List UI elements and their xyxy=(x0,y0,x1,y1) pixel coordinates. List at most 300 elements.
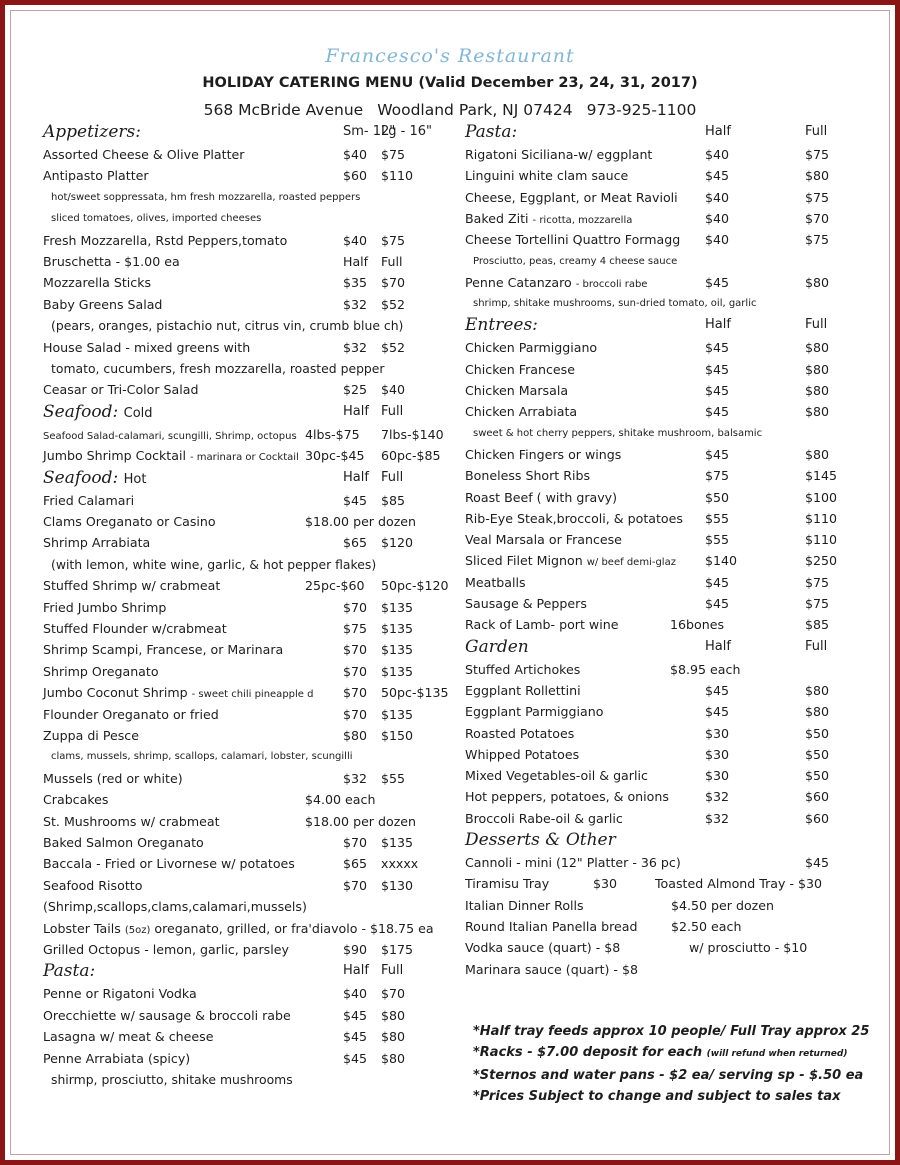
price-half: Half xyxy=(705,124,731,139)
price-half: $32 xyxy=(343,296,368,312)
item-name: Tiramisu Tray xyxy=(465,876,550,892)
item-name: Linguini white clam sauce xyxy=(465,168,629,184)
price-half: $60 xyxy=(343,168,368,184)
menu-row xyxy=(43,294,453,316)
menu-row xyxy=(43,682,453,704)
price-half: $70 xyxy=(343,663,368,679)
menu-row xyxy=(43,618,453,640)
item-name: Baked Ziti xyxy=(465,210,529,226)
price-half: $65 xyxy=(343,535,368,551)
menu-row xyxy=(465,723,845,745)
price-full: $100 xyxy=(805,489,838,505)
price-half: $45 xyxy=(343,1029,368,1045)
price-full: Full xyxy=(381,963,404,979)
item-name: clams, mussels, shrimp, scallops, calamari, lobster, scungilli xyxy=(51,751,353,763)
menu-row xyxy=(43,208,453,230)
price-half: $45 xyxy=(705,274,730,290)
menu-row xyxy=(43,832,453,854)
section-heading xyxy=(43,960,453,982)
item-description: - broccoli rabe xyxy=(575,278,648,290)
section-title: Seafood: xyxy=(43,401,119,422)
price-full: $52 xyxy=(381,339,406,355)
price-half: $2.50 each xyxy=(671,918,742,934)
price-half: $55 xyxy=(705,510,730,526)
price-half: $70 xyxy=(343,599,368,615)
price-half: $8.95 each xyxy=(670,661,741,677)
menu-row xyxy=(43,379,453,401)
item-name: Chicken Arrabiata xyxy=(465,404,578,420)
section-title: Appetizers: xyxy=(43,122,141,142)
menu-row xyxy=(43,875,453,897)
price-half: $45 xyxy=(705,383,730,398)
price-full: $135 xyxy=(381,599,414,615)
price-half: $18.00 per dozen xyxy=(305,514,417,529)
price-full: $80 xyxy=(805,682,830,698)
section-subtitle: Cold xyxy=(123,405,153,421)
item-name: Baked Salmon Oreganato xyxy=(43,835,204,850)
phone-number: 973-925-1100 xyxy=(586,101,697,119)
price-half: $45 xyxy=(705,704,730,720)
price-half: $32 xyxy=(705,810,730,826)
item-name: Round Italian Panella bread xyxy=(465,918,638,934)
item-name: Shrimp Scampi, Francese, or Marinara xyxy=(43,642,284,658)
item-extra: w/ prosciutto - $10 xyxy=(689,940,808,956)
price-half: $32 xyxy=(343,339,368,355)
item-name: Assorted Cheese & Olive Platter xyxy=(43,147,245,162)
price-full: Lg - 16" xyxy=(381,124,432,139)
menu-title: HOLIDAY CATERING MENU (Valid December 23, 24, 31, 2017) xyxy=(202,75,698,91)
item-name: Seafood Risotto xyxy=(43,877,143,893)
price-full: $135 xyxy=(381,835,414,850)
price-full: $80 xyxy=(805,446,830,462)
item-name: Lobster Tails xyxy=(43,920,121,936)
item-name: sweet & hot cherry peppers, shitake mushroom, balsamic xyxy=(473,427,763,439)
price-half: $32 xyxy=(343,770,368,786)
section-title: Pasta: xyxy=(465,122,518,142)
price-half: $40 xyxy=(705,189,730,205)
price-half: $45 xyxy=(705,682,730,698)
menu-row xyxy=(465,808,845,830)
item-name: Veal Marsala or Francese xyxy=(465,532,622,548)
menu-row xyxy=(465,380,845,402)
menu-row xyxy=(43,1026,453,1048)
menu-row xyxy=(465,659,845,681)
price-full: $85 xyxy=(805,617,830,633)
menu-row xyxy=(43,532,453,554)
item-name: Antipasto Platter xyxy=(43,168,149,184)
menu-row xyxy=(465,272,845,294)
item-name: Baccala - Fried or Livornese w/ potatoes xyxy=(43,856,295,872)
item-name: Mixed Vegetables-oil & garlic xyxy=(465,768,648,784)
section-title: Seafood: xyxy=(43,467,119,488)
price-half: $70 xyxy=(343,706,368,722)
section-heading xyxy=(43,121,453,143)
price-full: $110 xyxy=(381,168,414,184)
price-full: $50 xyxy=(805,768,830,784)
item-name: hot/sweet soppressata, hm fresh mozzarella, roasted peppers xyxy=(51,191,361,203)
price-full: $75 xyxy=(805,189,830,205)
item-name: Hot peppers, potatoes, & onions xyxy=(465,789,669,805)
menu-row xyxy=(465,895,845,917)
menu-row xyxy=(43,490,453,512)
item-name: Lasagna w/ meat & cheese xyxy=(43,1029,214,1045)
price-half: Half xyxy=(343,403,369,419)
price-full: $135 xyxy=(381,663,414,679)
menu-row xyxy=(465,508,845,530)
menu-row xyxy=(43,251,453,273)
price-full: Full xyxy=(805,638,828,654)
menu-row xyxy=(43,746,453,768)
price-half: $75 xyxy=(705,468,730,484)
menu-row xyxy=(465,786,845,808)
menu-row xyxy=(43,639,453,661)
item-name: Ceasar or Tri-Color Salad xyxy=(43,382,199,398)
price-half: $18.00 per dozen xyxy=(305,813,417,829)
menu-row xyxy=(43,187,453,209)
section-heading xyxy=(465,314,845,336)
section-heading xyxy=(43,401,453,423)
item-name: Grilled Octopus - lemon, garlic, parsley xyxy=(43,942,289,957)
item-description: w/ beef demi-glaz xyxy=(586,557,676,569)
menu-row xyxy=(43,144,453,166)
menu-row xyxy=(465,550,845,572)
price-half: $40 xyxy=(343,147,368,162)
item-extra: oreganato, grilled, or fra'diavolo - $18.75 ea xyxy=(154,920,434,936)
price-full: $110 xyxy=(805,532,838,548)
item-name: shrimp, shitake mushrooms, sun-dried tomato, oil, garlic xyxy=(473,298,757,310)
footnote-prices: *Prices Subject to change and subject to sales tax xyxy=(473,1089,841,1104)
item-name: Marinara sauce (quart) - $8 xyxy=(465,961,639,977)
item-name: Jumbo Shrimp Cocktail xyxy=(43,448,186,464)
street-address: 568 McBride Avenue xyxy=(203,101,364,119)
menu-row xyxy=(465,423,845,445)
menu-row xyxy=(43,1048,453,1070)
section-heading xyxy=(43,467,453,489)
price-half: Sm- 12" xyxy=(343,124,396,139)
menu-row xyxy=(43,358,453,380)
footnote-sternos: *Sternos and water pans - $2 ea/ serving sp - $.50 ea xyxy=(473,1068,864,1083)
menu-row xyxy=(43,704,453,726)
footnote-racks: *Racks - $7.00 deposit for each (will refund when returned) xyxy=(473,1045,848,1060)
price-full: $75 xyxy=(381,147,406,162)
menu-row xyxy=(43,445,453,467)
menu-row xyxy=(465,916,845,938)
item-name: Boneless Short Ribs xyxy=(465,468,591,484)
price-full: 50pc-$120 xyxy=(381,578,449,594)
price-full: $52 xyxy=(381,296,406,312)
price-half: $45 xyxy=(705,340,730,356)
price-half: Half xyxy=(343,963,369,979)
item-name: Stuffed Flounder w/crabmeat xyxy=(43,621,227,636)
menu-row xyxy=(43,853,453,875)
menu-row xyxy=(43,725,453,747)
menu-row xyxy=(465,465,845,487)
section-title: Entrees: xyxy=(465,315,538,336)
price-full: $75 xyxy=(381,232,406,248)
menu-row xyxy=(465,359,845,381)
price-half: $45 xyxy=(343,1050,368,1066)
price-half: $45 xyxy=(705,404,730,420)
price-half: $45 xyxy=(705,168,730,184)
item-name: Cheese Tortellini Quattro Formagg xyxy=(465,232,681,248)
price-full: $50 xyxy=(805,725,830,741)
item-name: Chicken Marsala xyxy=(465,383,569,398)
item-name: Eggplant Parmiggiano xyxy=(465,704,604,720)
price-full: $120 xyxy=(381,535,414,551)
item-name: Roasted Potatoes xyxy=(465,725,575,741)
menu-row xyxy=(43,918,453,940)
item-name: Mussels (red or white) xyxy=(43,770,183,786)
item-name: Crabcakes xyxy=(43,792,109,808)
item-name: Bruschetta - $1.00 ea xyxy=(43,254,180,269)
price-half: 4lbs-$75 xyxy=(305,426,360,442)
item-name: Rib-Eye Steak,broccoli, & potatoes xyxy=(465,510,683,526)
menu-row xyxy=(43,768,453,790)
item-name: Sausage & Peppers xyxy=(465,596,587,611)
price-half: $45 xyxy=(343,492,368,508)
price-full: Full xyxy=(381,403,404,419)
price-full: $75 xyxy=(805,574,830,590)
menu-row xyxy=(43,230,453,252)
item-name: Chicken Fingers or wings xyxy=(465,446,622,462)
item-name: Flounder Oreganato or fried xyxy=(43,706,219,722)
item-name: Chicken Francese xyxy=(465,361,575,377)
price-full: $110 xyxy=(805,510,838,526)
price-half: $70 xyxy=(343,685,368,701)
menu-row xyxy=(465,937,845,959)
item-description: - sweet chili pineapple d xyxy=(191,689,314,701)
item-name: Rigatoni Siciliana-w/ eggplant xyxy=(465,147,653,162)
item-name: Sliced Filet Mignon xyxy=(465,553,583,569)
price-half: $45 xyxy=(705,361,730,377)
item-name: Penne Arrabiata (spicy) xyxy=(43,1050,191,1066)
price-half: 16bones xyxy=(670,617,725,633)
item-name: Whipped Potatoes xyxy=(465,746,580,762)
price-full: $75 xyxy=(805,232,830,248)
item-name: Broccoli Rabe-oil & garlic xyxy=(465,810,623,826)
item-name: Mozzarella Sticks xyxy=(43,275,152,291)
price-half: $65 xyxy=(343,856,368,872)
menu-row xyxy=(43,789,453,811)
price-half: Half xyxy=(343,469,369,485)
menu-row xyxy=(43,575,453,597)
menu-row xyxy=(465,401,845,423)
menu-row xyxy=(465,208,845,230)
menu-row xyxy=(43,661,453,683)
price-full: $80 xyxy=(805,340,830,356)
price-full: 7lbs-$140 xyxy=(381,426,444,442)
price-half: $40 xyxy=(705,232,730,248)
item-name: Jumbo Coconut Shrimp xyxy=(43,685,188,701)
price-full: $85 xyxy=(381,492,406,508)
price-half: $40 xyxy=(705,147,730,162)
item-name: Prosciutto, peas, creamy 4 cheese sauce xyxy=(473,255,678,267)
price-full: $80 xyxy=(805,274,830,290)
price-half: $30 xyxy=(705,725,730,741)
item-description: - ricotta, mozzarella xyxy=(532,214,633,226)
price-full: $130 xyxy=(381,877,414,893)
price-half: $40 xyxy=(705,210,730,226)
menu-row xyxy=(43,554,453,576)
section-title: Garden xyxy=(465,636,529,657)
price-half: $40 xyxy=(343,986,368,1002)
item-name: Cannoli - mini (12" Platter - 36 pc) xyxy=(465,855,681,870)
menu-row xyxy=(465,765,845,787)
price-full: $80 xyxy=(805,383,830,398)
item-name: Penne Catanzaro xyxy=(465,274,572,290)
price-full: $150 xyxy=(381,728,414,743)
menu-row xyxy=(43,597,453,619)
city-address: Woodland Park, NJ 07424 xyxy=(377,101,573,119)
price-full: $70 xyxy=(381,275,406,291)
price-half: $40 xyxy=(343,232,368,248)
price-full: $75 xyxy=(805,147,830,162)
price-full: $80 xyxy=(381,1050,406,1066)
price-full: Full xyxy=(805,317,828,333)
price-full: $135 xyxy=(381,706,414,722)
item-name: Seafood Salad-calamari, scungilli, Shrimp, octopus xyxy=(43,430,297,442)
price-half: $30 xyxy=(705,768,730,784)
menu-row xyxy=(465,251,845,273)
price-full: $145 xyxy=(805,468,838,484)
footnotes xyxy=(473,1021,893,1107)
item-name: Stuffed Shrimp w/ crabmeat xyxy=(43,578,221,594)
price-full: $70 xyxy=(805,210,830,226)
item-name: Meatballs xyxy=(465,574,526,590)
item-name: Fried Calamari xyxy=(43,492,135,508)
item-name: Cheese, Eggplant, or Meat Ravioli xyxy=(465,189,678,205)
price-full: $80 xyxy=(805,168,830,184)
price-full: $80 xyxy=(805,704,830,720)
menu-row xyxy=(465,852,845,874)
item-name: Zuppa di Pesce xyxy=(43,728,139,743)
item-name: Fresh Mozzarella, Rstd Peppers,tomato xyxy=(43,232,288,248)
price-full: Full xyxy=(805,124,828,139)
item-name: shirmp, prosciutto, shitake mushrooms xyxy=(51,1072,293,1087)
section-title: Desserts & Other xyxy=(465,830,616,850)
price-full: Full xyxy=(381,469,404,485)
price-half: $45 xyxy=(705,596,730,611)
item-name: Baby Greens Salad xyxy=(43,296,163,312)
price-full: $80 xyxy=(381,1007,406,1023)
price-half: $70 xyxy=(343,642,368,658)
price-half: $30 xyxy=(705,746,730,762)
item-name: sliced tomatoes, olives, imported cheeses xyxy=(51,213,262,225)
price-half: $45 xyxy=(705,446,730,462)
price-full: $175 xyxy=(381,942,414,957)
item-name: (with lemon, white wine, garlic, & hot pepper flakes) xyxy=(51,556,377,572)
price-full: $80 xyxy=(805,404,830,420)
menu-row xyxy=(465,229,845,251)
section-heading xyxy=(465,121,845,143)
menu-row xyxy=(43,272,453,294)
menu-row xyxy=(465,959,845,981)
menu-row xyxy=(465,593,845,615)
item-extra: Toasted Almond Tray - $30 xyxy=(655,876,823,892)
price-full: $60 xyxy=(805,810,830,826)
menu-row xyxy=(43,424,453,446)
price-half: $35 xyxy=(343,275,368,291)
section-heading xyxy=(465,636,845,658)
price-half: $25 xyxy=(343,382,368,398)
price-full: $75 xyxy=(805,596,830,611)
menu-row xyxy=(465,444,845,466)
menu-row xyxy=(465,572,845,594)
price-mid: $30 xyxy=(593,876,618,892)
menu-row xyxy=(465,144,845,166)
price-half: $90 xyxy=(343,942,368,957)
restaurant-name: Francesco's Restaurant xyxy=(325,45,575,67)
price-full: $40 xyxy=(381,382,406,398)
item-name: Vodka sauce (quart) - $8 xyxy=(465,940,621,956)
price-full: $50 xyxy=(805,746,830,762)
menu-row xyxy=(43,337,453,359)
item-name: Fried Jumbo Shrimp xyxy=(43,599,167,615)
section-title: Pasta: xyxy=(43,961,96,982)
price-full: $135 xyxy=(381,621,414,636)
price-half: $140 xyxy=(705,553,738,569)
price-half: $75 xyxy=(343,621,368,636)
price-full: $135 xyxy=(381,642,414,658)
price-full: $80 xyxy=(805,361,830,377)
menu-row xyxy=(465,680,845,702)
price-half: Half xyxy=(705,638,731,654)
menu-row xyxy=(43,983,453,1005)
item-name: Clams Oreganato or Casino xyxy=(43,514,216,529)
price-half: $55 xyxy=(705,532,730,548)
menu-row xyxy=(43,896,453,918)
menu-row xyxy=(43,511,453,533)
menu-row xyxy=(43,315,453,337)
item-name: Stuffed Artichokes xyxy=(465,661,581,677)
price-full: $250 xyxy=(805,553,838,569)
item-name: Roast Beef ( with gravy) xyxy=(465,489,618,505)
item-name: St. Mushrooms w/ crabmeat xyxy=(43,813,220,829)
price-half: $32 xyxy=(705,789,730,805)
price-half: $45 xyxy=(705,574,730,590)
price-half: Half xyxy=(343,254,369,269)
menu-row xyxy=(465,614,845,636)
menu-row xyxy=(465,744,845,766)
price-half: $4.50 per dozen xyxy=(671,897,775,913)
price-half: $45 xyxy=(343,1007,368,1023)
menu-row xyxy=(43,1069,453,1091)
price-full: $70 xyxy=(381,986,406,1002)
item-name: Orecchiette w/ sausage & broccoli rabe xyxy=(43,1007,291,1023)
menu-row xyxy=(465,165,845,187)
price-half: 30pc-$45 xyxy=(305,448,365,464)
price-half: $70 xyxy=(343,835,368,850)
menu-row xyxy=(465,529,845,551)
menu-row xyxy=(465,293,845,315)
menu-row xyxy=(465,701,845,723)
price-half: $50 xyxy=(705,489,730,505)
item-name: House Salad - mixed greens with xyxy=(43,339,251,355)
item-name: Penne or Rigatoni Vodka xyxy=(43,986,197,1002)
price-full: $60 xyxy=(805,789,830,805)
price-half: $80 xyxy=(343,728,368,743)
menu-row xyxy=(465,337,845,359)
item-name: tomato, cucumbers, fresh mozzarella, roasted pepper xyxy=(51,361,385,376)
price-half: Half xyxy=(705,317,731,333)
menu-row xyxy=(43,1005,453,1027)
footnote-tray-size: *Half tray feeds approx 10 people/ Full Tray approx 25 xyxy=(473,1024,870,1039)
menu-row xyxy=(465,487,845,509)
address-line xyxy=(5,101,895,119)
item-description: - marinara or Cocktail xyxy=(189,452,299,464)
menu-row xyxy=(43,939,453,961)
price-full: 60pc-$85 xyxy=(381,448,441,464)
